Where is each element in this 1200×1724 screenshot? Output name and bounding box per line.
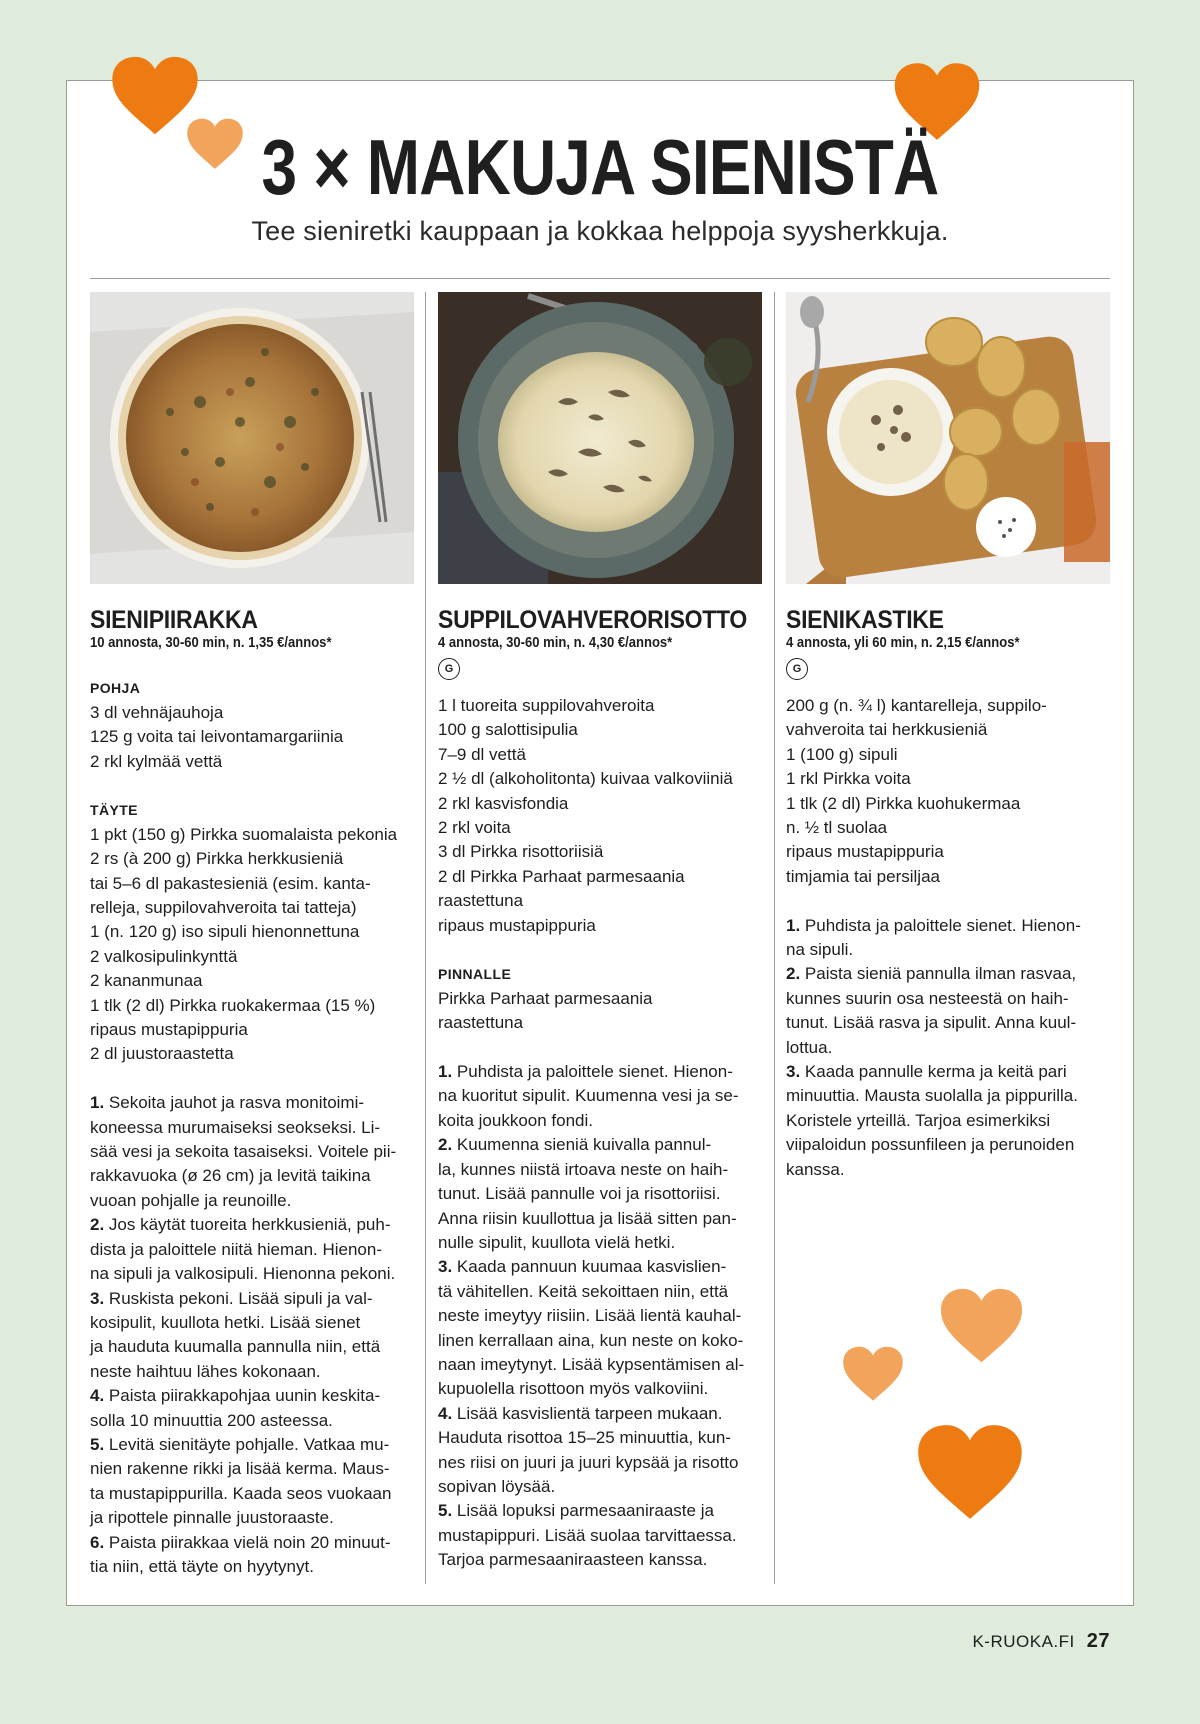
header-divider bbox=[90, 278, 1110, 279]
step-number: 5. bbox=[90, 1434, 105, 1454]
step-line: Tarjoa parmesaaniraasteen kanssa. bbox=[438, 1550, 708, 1570]
step-number: 4. bbox=[438, 1403, 453, 1423]
step-line: 2. Kuumenna sieniä kuivalla pannul- bbox=[438, 1135, 712, 1155]
recipe-title: SIENIPIIRAKKA bbox=[90, 606, 258, 634]
step-line: kunnes suurin osa nesteestä on haih- bbox=[786, 988, 1069, 1008]
recipe-title: SIENIKASTIKE bbox=[786, 606, 944, 634]
step-number: 4. bbox=[90, 1386, 105, 1406]
recipe-body bbox=[90, 676, 414, 1579]
step-number: 1. bbox=[90, 1093, 105, 1113]
ingredient-line: 125 g voita tai leivontamargariinia bbox=[90, 727, 344, 747]
page-subtitle: Tee sieniretki kauppaan ja kokkaa helppoja syysherkkuja. bbox=[251, 216, 949, 246]
step-line: na sipuli ja valkosipuli. Hienonna pekoni. bbox=[90, 1264, 396, 1284]
step-line: Anna riisin kuullottua ja lisää sitten pan- bbox=[438, 1208, 737, 1228]
step-line: 4. Lisää kasvislientä tarpeen mukaan. bbox=[438, 1403, 723, 1423]
step-line: tunut. Lisää rasva ja sipulit. Anna kuul- bbox=[786, 1013, 1077, 1033]
recipe-body bbox=[786, 694, 1110, 1182]
section-label: PINNALLE bbox=[438, 966, 512, 983]
step-line: kanssa. bbox=[786, 1159, 845, 1179]
recipe-meta: 4 annosta, 30-60 min, n. 4,30 €/annos* bbox=[438, 635, 673, 651]
step-line: 2. Jos käytät tuoreita herkkusieniä, puh- bbox=[90, 1215, 391, 1235]
ingredient-line: 1 tlk (2 dl) Pirkka ruokakermaa (15 %) bbox=[90, 995, 376, 1015]
recipe-body bbox=[438, 694, 762, 1573]
step-line: koita joukkoon fondi. bbox=[438, 1110, 593, 1130]
step-number: 2. bbox=[90, 1215, 105, 1235]
step-line: 6. Paista piirakkaa vielä noin 20 minuut- bbox=[90, 1532, 391, 1552]
step-line: ja ripottele pinnalle juustoraaste. bbox=[90, 1508, 334, 1528]
ingredient-line: 1 (n. 120 g) iso sipuli hienonnettuna bbox=[90, 922, 360, 942]
step-line: na sipuli. bbox=[786, 940, 854, 960]
step-line: nes riisi on juuri ja juuri kypsää ja risotto bbox=[438, 1452, 739, 1472]
step-line: lottua. bbox=[786, 1037, 833, 1057]
step-line: Koristele yrteillä. Tarjoa esimerkiksi bbox=[786, 1110, 1051, 1130]
step-line: neste haihtuu lähes kokonaan. bbox=[90, 1361, 321, 1381]
gluten-free-badge: G bbox=[438, 658, 460, 680]
step-line: 4. Paista piirakkapohjaa uunin keskita- bbox=[90, 1386, 381, 1406]
section-label: POHJA bbox=[90, 680, 141, 697]
recipe-meta: 4 annosta, yli 60 min, n. 2,15 €/annos* bbox=[786, 635, 1020, 651]
step-line: rakkavuoka (ø 26 cm) ja levitä taikina bbox=[90, 1166, 371, 1186]
step-line: 5. Levitä sienitäyte pohjalle. Vatkaa mu- bbox=[90, 1434, 390, 1454]
ingredient-line: tai 5–6 dl pakastesieniä (esim. kanta- bbox=[90, 873, 371, 893]
ingredient-line: 2 rkl kasvisfondia bbox=[438, 793, 569, 813]
step-number: 2. bbox=[438, 1135, 453, 1155]
step-line: na kuoritut sipulit. Kuumenna vesi ja se- bbox=[438, 1086, 739, 1106]
step-line: neste imeytyy riisiin. Lisää lientä kauhal- bbox=[438, 1306, 742, 1326]
step-line: la, kunnes niistä irtoava neste on haih- bbox=[438, 1159, 729, 1179]
step-line: dista ja paloittele niitä hieman. Hienon- bbox=[90, 1239, 383, 1259]
step-line: sää vesi ja sekoita tasaiseksi. Voitele pii- bbox=[90, 1142, 397, 1162]
step-number: 3. bbox=[786, 1062, 801, 1082]
step-line: 3. Ruskista pekoni. Lisää sipuli ja val- bbox=[90, 1288, 373, 1308]
ingredient-line: 2 rs (à 200 g) Pirkka herkkusieniä bbox=[90, 849, 344, 869]
step-line: nulle sipulit, kuullota vielä hetki. bbox=[438, 1232, 676, 1252]
step-line: kupuolella risottoon myös valkoviini. bbox=[438, 1379, 709, 1399]
section-label: TÄYTE bbox=[90, 802, 138, 819]
step-line: 2. Paista sieniä pannulla ilman rasvaa, bbox=[786, 964, 1077, 984]
step-line: 3. Kaada pannulle kerma ja keitä pari bbox=[786, 1062, 1067, 1082]
page-number: 27 bbox=[1086, 1630, 1110, 1652]
ingredient-line: 3 dl Pirkka risottoriisiä bbox=[438, 842, 604, 862]
recipe-title: SUPPILOVAHVERORISOTTO bbox=[438, 606, 748, 634]
step-line: 1. Puhdista ja paloittele sienet. Hienon- bbox=[786, 915, 1081, 935]
column-divider bbox=[774, 292, 775, 1584]
step-line: koneessa murumaiseksi seokseksi. Li- bbox=[90, 1117, 381, 1137]
ingredient-line: ripaus mustapippuria bbox=[90, 1020, 248, 1040]
ingredient-line: raastettuna bbox=[438, 1013, 524, 1033]
ingredient-line: timjamia tai persiljaa bbox=[786, 866, 940, 886]
ingredient-line: 1 tlk (2 dl) Pirkka kuohukermaa bbox=[786, 793, 1021, 813]
column-divider bbox=[425, 292, 426, 1584]
step-line: minuuttia. Mausta suolalla ja pippurilla. bbox=[786, 1086, 1078, 1106]
recipe-column bbox=[90, 292, 414, 1579]
step-line: tä vähitellen. Keitä sekoittaen niin, että bbox=[438, 1281, 729, 1301]
ingredient-line: 1 pkt (150 g) Pirkka suomalaista pekonia bbox=[90, 824, 398, 844]
heart-icon bbox=[939, 1288, 1024, 1364]
mushroom-sauce-photo bbox=[786, 292, 1110, 584]
ingredient-line: n. ½ tl suolaa bbox=[786, 818, 888, 838]
ingredient-line: 7–9 dl vettä bbox=[438, 744, 526, 764]
step-line: 1. Puhdista ja paloittele sienet. Hienon- bbox=[438, 1062, 733, 1082]
site-name: K-RUOKA.FI bbox=[972, 1632, 1075, 1651]
step-line: naan imeytynyt. Lisää kypsentämisen al- bbox=[438, 1354, 745, 1374]
recipe-column bbox=[786, 292, 1110, 1182]
page-footer bbox=[972, 1630, 1110, 1653]
ingredient-line: raastettuna bbox=[438, 891, 524, 911]
ingredient-line: 100 g salottisipulia bbox=[438, 720, 578, 740]
step-number: 1. bbox=[786, 915, 801, 935]
recipe-meta: 10 annosta, 30-60 min, n. 1,35 €/annos* bbox=[90, 635, 332, 651]
step-line: tia niin, että täyte on hyytynyt. bbox=[90, 1556, 314, 1576]
step-number: 5. bbox=[438, 1501, 453, 1521]
heart-icon bbox=[842, 1346, 904, 1402]
step-line: ta mustapippurilla. Kaada seos vuokaan bbox=[90, 1483, 392, 1503]
ingredient-line: 2 valkosipulinkynttä bbox=[90, 946, 238, 966]
step-line: mustapippuri. Lisää suolaa tarvittaessa. bbox=[438, 1525, 737, 1545]
quiche-photo bbox=[90, 292, 414, 584]
step-number: 6. bbox=[90, 1532, 105, 1552]
step-number: 2. bbox=[786, 964, 801, 984]
ingredient-line: 2 rkl voita bbox=[438, 818, 511, 838]
ingredient-line: vahveroita tai herkkusieniä bbox=[786, 720, 988, 740]
ingredient-line: 3 dl vehnäjauhoja bbox=[90, 702, 224, 722]
step-line: 3. Kaada pannuun kuumaa kasvislien- bbox=[438, 1257, 727, 1277]
risotto-photo bbox=[438, 292, 762, 584]
ingredient-line: ripaus mustapippuria bbox=[438, 915, 596, 935]
step-number: 1. bbox=[438, 1062, 453, 1082]
ingredient-line: Pirkka Parhaat parmesaania bbox=[438, 988, 653, 1008]
page-title: 3 × MAKUJA SIENISTÄ bbox=[261, 123, 939, 211]
step-number: 3. bbox=[90, 1288, 105, 1308]
step-line: ja hauduta kuumalla pannulla niin, että bbox=[90, 1337, 381, 1357]
ingredient-line: 2 ½ dl (alkoholitonta) kuivaa valkoviiniä bbox=[438, 769, 733, 789]
ingredient-line: 200 g (n. ¾ l) kantarelleja, suppilo- bbox=[786, 696, 1047, 715]
ingredient-line: 1 (100 g) sipuli bbox=[786, 744, 898, 764]
step-line: Hauduta risottoa 15–25 minuuttia, kun- bbox=[438, 1428, 731, 1448]
ingredient-line: 2 dl Pirkka Parhaat parmesaania bbox=[438, 866, 685, 886]
ingredient-line: ripaus mustapippuria bbox=[786, 842, 944, 862]
heart-icon bbox=[916, 1424, 1024, 1521]
step-line: 5. Lisää lopuksi parmesaaniraaste ja bbox=[438, 1501, 714, 1521]
gluten-free-badge: G bbox=[786, 658, 808, 680]
step-line: linen kerrallaan aina, kun neste on koko- bbox=[438, 1330, 744, 1350]
recipe-column bbox=[438, 292, 762, 1573]
step-line: sopivan löysää. bbox=[438, 1476, 556, 1496]
ingredient-line: relleja, suppilovahveroita tai tatteja) bbox=[90, 898, 357, 918]
step-line: 1. Sekoita jauhot ja rasva monitoimi- bbox=[90, 1093, 365, 1113]
ingredient-line: 2 kananmunaa bbox=[90, 971, 203, 991]
step-line: viipaloidun possunfileen ja perunoiden bbox=[786, 1135, 1075, 1155]
step-line: solla 10 minuuttia 200 asteessa. bbox=[90, 1410, 333, 1430]
step-number: 3. bbox=[438, 1257, 453, 1277]
ingredient-line: 2 rkl kylmää vettä bbox=[90, 751, 223, 771]
ingredient-line: 1 rkl Pirkka voita bbox=[786, 769, 911, 789]
step-line: tunut. Lisää pannulle voi ja risottoriisi. bbox=[438, 1184, 721, 1204]
step-line: kosipulit, kuullota hetki. Lisää sienet bbox=[90, 1312, 361, 1332]
ingredient-line: 1 l tuoreita suppilovahveroita bbox=[438, 696, 655, 715]
step-line: vuoan pohjalle ja reunoille. bbox=[90, 1190, 292, 1210]
step-line: nien rakenne rikki ja lisää kerma. Maus- bbox=[90, 1459, 390, 1479]
ingredient-line: 2 dl juustoraastetta bbox=[90, 1044, 234, 1064]
